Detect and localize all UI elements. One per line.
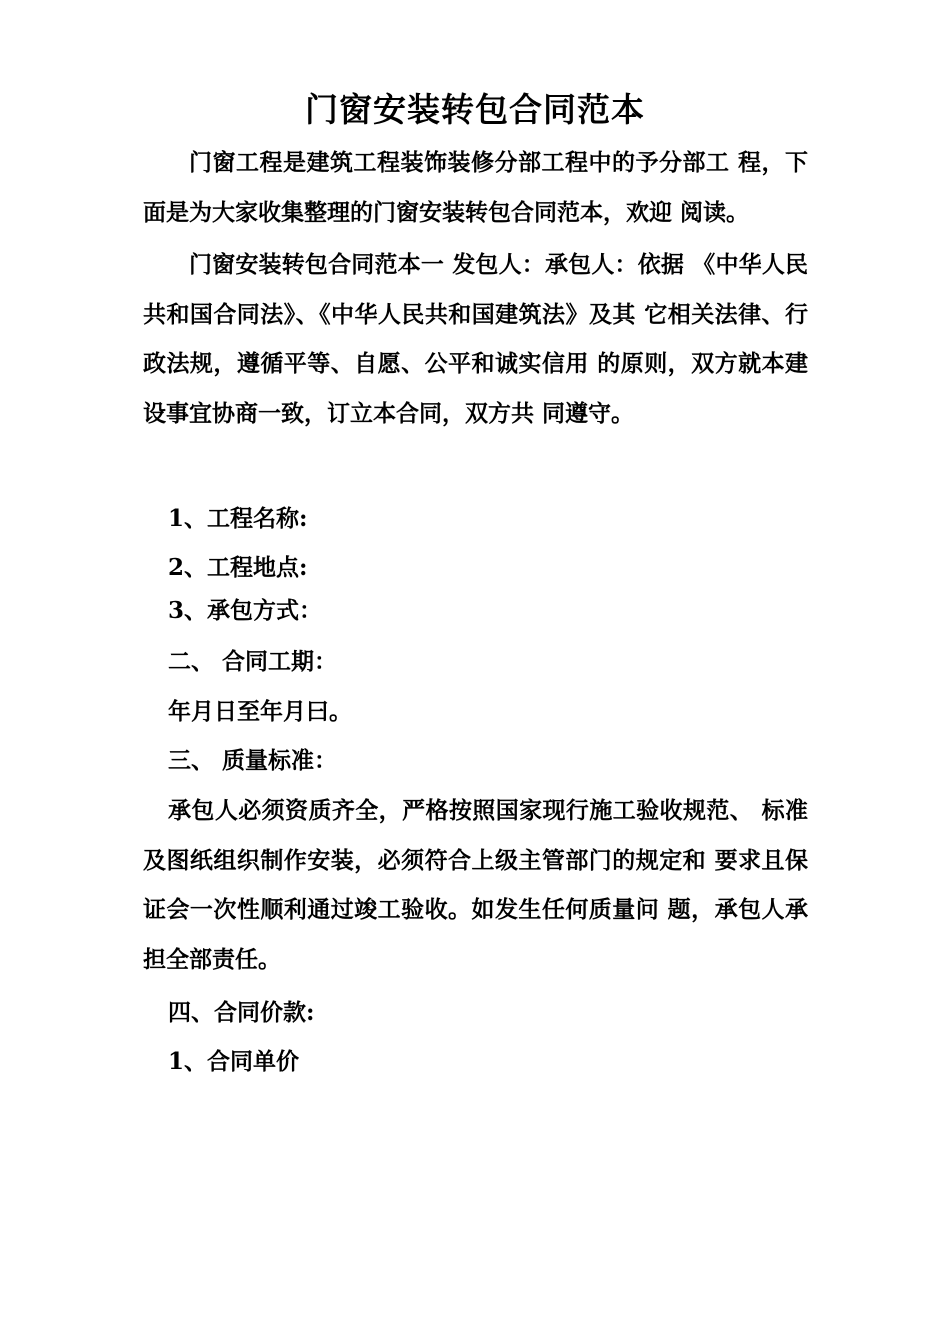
duration-text: 年月日至年月曰。 [168,698,352,725]
preamble-paragraph: 门窗安装转包合同范本一 发包人：承包人：依据 《中华人民共和国合同法》、《中华人民共和国建筑法》及其 它相关法律、行政法规，遵循平等、自愿、公平和诚实信用 的原则，双方就本建设事宜协商一致，订立本合同，双方共 同遵守。 [143,251,808,427]
quality-paragraph: 承包人必须资质齐全，严格按照国家现行施工验收规范、 标准及图纸组织制作安装，必须符合上级主管部门的规定和 要求且保证会一次性顺利通过竣工验收。如发生任何质量问 题，承包人承担全部责任。 [143,797,808,973]
section-price-heading: 四、合同价款: [168,999,315,1026]
section-quality-heading: 三、 质量标准： [168,747,338,774]
item-contract-method: 3、承包方式： [168,597,323,624]
item-project-location: 2、工程地点: [168,554,308,581]
item-unit-price: 1、合同单价 [168,1048,300,1075]
intro-paragraph: 门窗工程是建筑工程装饰装修分部工程中的予分部工 程，下面是为大家收集整理的门窗安装转包合同范本，欢迎 阅读。 [143,149,808,226]
section-duration-heading: 二、 合同工期： [168,648,338,675]
item-project-name: 1、工程名称: [168,505,308,532]
document-title: 门窗安装转包合同范本 [305,90,645,129]
